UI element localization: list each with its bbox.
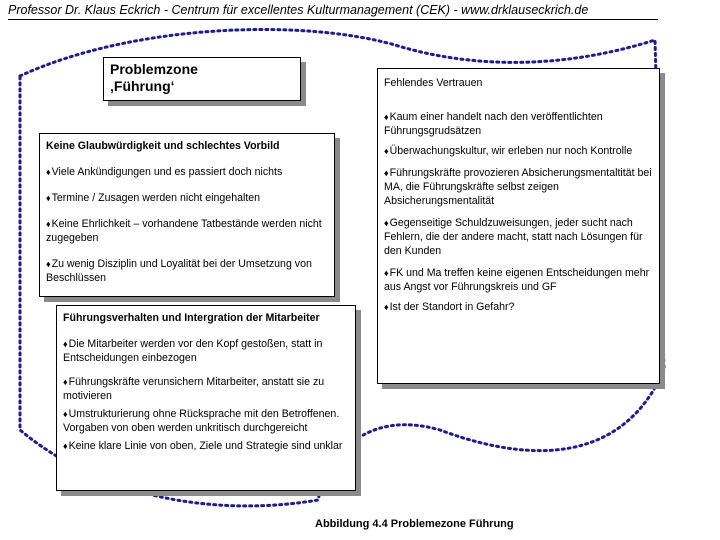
list-item: ♦Kaum einer handelt nach den veröffentlichten Führungsgrudsätzen: [384, 111, 603, 137]
box-vertrauen-title: Fehlendes Vertrauen: [384, 77, 483, 89]
bullet-icon: ♦: [384, 268, 389, 278]
list-item: ♦Gegenseitige Schuldzuweisungen, jeder sucht nach Fehlern, die der andere macht, statt nach Lösungen für den Kunden: [384, 217, 643, 257]
box-fuehrungsverhalten-title: Führungsverhalten und Intergration der Mitarbeiter: [63, 312, 320, 324]
bullet-icon: ♦: [46, 167, 51, 177]
bullet-icon: ♦: [46, 193, 51, 203]
bullet-icon: ♦: [384, 146, 389, 156]
bullet-icon: ♦: [46, 259, 51, 269]
page-header: Professor Dr. Klaus Eckrich - Centrum für excellentes Kulturmanagement (CEK) - www.drklauseckrich.de: [8, 3, 658, 20]
bullet-icon: ♦: [63, 339, 68, 349]
bullet-icon: ♦: [63, 409, 68, 419]
bullet-icon: ♦: [384, 112, 389, 122]
list-item: ♦Termine / Zusagen werden nicht eingehalten: [46, 192, 261, 204]
bullet-icon: ♦: [384, 302, 389, 312]
list-item: ♦Umstrukturierung ohne Rücksprache mit den Betroffenen. Vorgaben von oben werden unkritisch durchgereicht: [63, 408, 340, 434]
list-item: ♦FK und Ma treffen keine eigenen Entscheidungen mehr aus Angst vor Führungskreis und GF: [384, 267, 650, 293]
figure-caption: Abbildung 4.4 Problemezone Führung: [315, 518, 514, 530]
bullet-icon: ♦: [63, 441, 68, 451]
list-item: ♦Überwachungskultur, wir erleben nur noch Kontrolle: [384, 145, 633, 157]
bullet-icon: ♦: [63, 377, 68, 387]
box-glaubwuerdigkeit: [39, 133, 335, 297]
bullet-icon: ♦: [384, 168, 389, 178]
problemzone-line2: ‚Führung‘: [110, 78, 175, 94]
list-item: ♦Führungskräfte verunsichern Mitarbeiter, anstatt sie zu motivieren: [63, 376, 325, 402]
box-vertrauen: [377, 68, 660, 384]
list-item: ♦Zu wenig Disziplin und Loyalität bei der Umsetzung von Beschlüssen: [46, 258, 312, 284]
problemzone-line1: Problemzone: [110, 61, 198, 77]
problemzone-box: [103, 57, 301, 101]
list-item: ♦Führungskräfte provozieren Absicherungsmentaltität bei MA, die Führungskräfte selbst zeigen Absicherungsmentalität: [384, 167, 652, 207]
box-fuehrungsverhalten: [56, 305, 356, 491]
list-item: ♦Ist der Standort in Gefahr?: [384, 301, 515, 313]
list-item: ♦Viele Ankündigungen und es passiert doch nichts: [46, 166, 283, 178]
box-glaubwuerdigkeit-title: Keine Glaubwürdigkeit und schlechtes Vorbild: [46, 140, 280, 152]
list-item: ♦Keine Ehrlichkeit – vorhandene Tatbestände werden nicht zugegeben: [46, 218, 322, 244]
bullet-icon: ♦: [384, 218, 389, 228]
list-item: ♦Die Mitarbeiter werden vor den Kopf gestoßen, statt in Entscheidungen einbezogen: [63, 338, 323, 364]
bullet-icon: ♦: [46, 219, 51, 229]
list-item: ♦Keine klare Linie von oben, Ziele und Strategie sind unklar: [63, 440, 343, 452]
